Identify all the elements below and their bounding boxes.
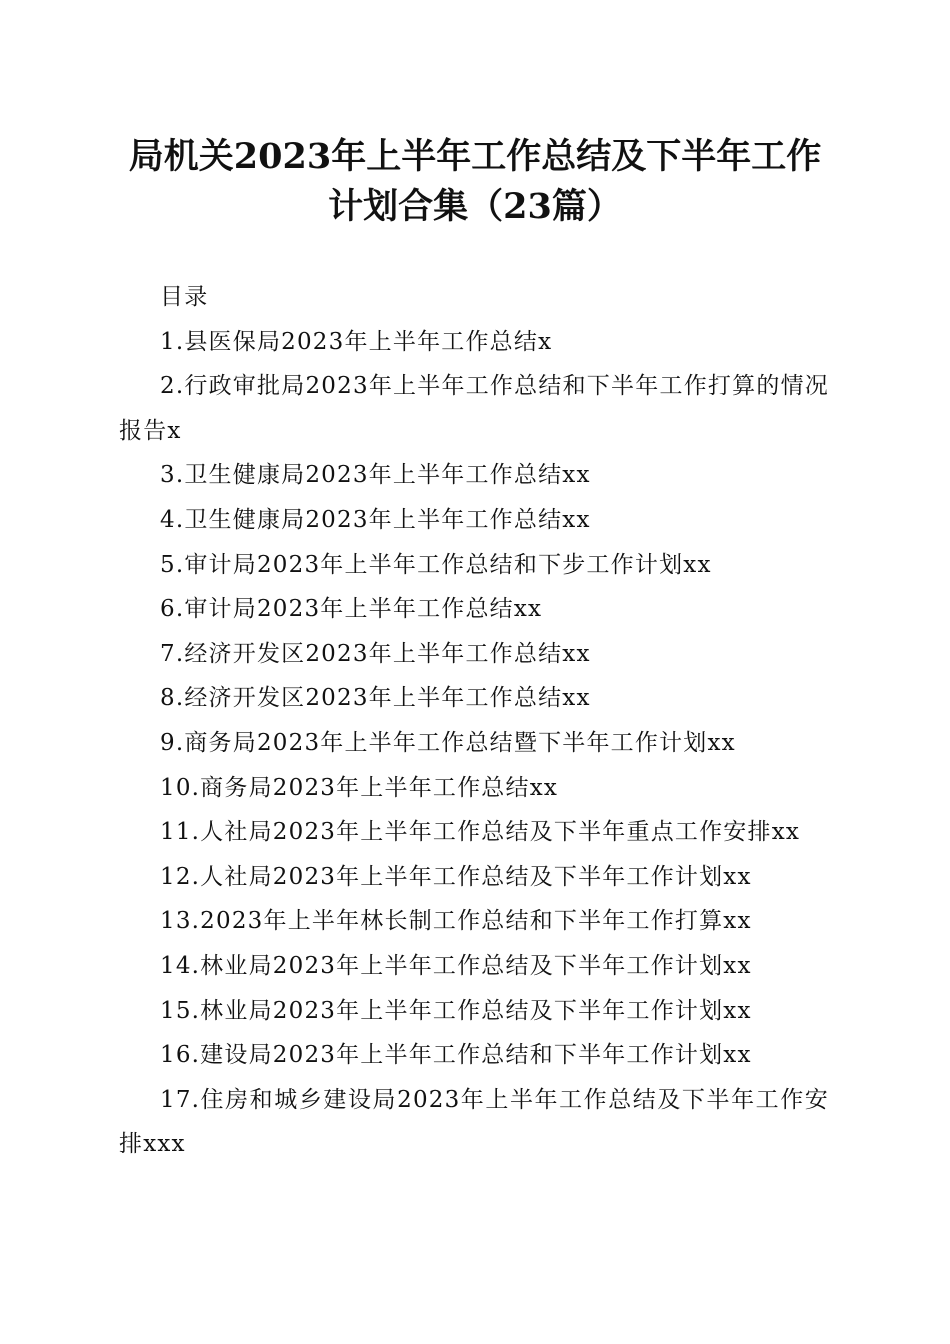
title-line-2: 计划合集（23篇） [328, 186, 622, 227]
toc-item: 10.商务局2023年上半年工作总结xx [160, 774, 559, 801]
toc-item: 5.审计局2023年上半年工作总结和下步工作计划xx [160, 551, 712, 578]
toc-item: 8.经济开发区2023年上半年工作总结xx [160, 685, 591, 712]
document-title [100, 132, 850, 232]
toc-item: 17.住房和城乡建设局2023年上半年工作总结及下半年工作安排xxx [119, 1086, 829, 1158]
title-line-1: 局机关2023年上半年工作总结及下半年工作 [128, 136, 822, 177]
table-of-contents [119, 275, 829, 1167]
toc-item: 13.2023年上半年林长制工作总结和下半年工作打算xx [160, 908, 752, 935]
toc-item: 3.卫生健康局2023年上半年工作总结xx [160, 462, 591, 489]
toc-item: 2.行政审批局2023年上半年工作总结和下半年工作打算的情况报告x [119, 373, 829, 444]
toc-item: 4.卫生健康局2023年上半年工作总结xx [160, 506, 591, 533]
toc-item: 15.林业局2023年上半年工作总结及下半年工作计划xx [160, 997, 752, 1024]
toc-item: 11.人社局2023年上半年工作总结及下半年重点工作安排xx [160, 819, 801, 846]
toc-heading: 目录 [160, 284, 209, 310]
toc-item: 9.商务局2023年上半年工作总结暨下半年工作计划xx [160, 729, 736, 756]
toc-item: 1.县医保局2023年上半年工作总结x [160, 328, 553, 355]
toc-item: 6.审计局2023年上半年工作总结xx [160, 596, 543, 623]
toc-item: 12.人社局2023年上半年工作总结及下半年工作计划xx [160, 863, 752, 890]
toc-item: 7.经济开发区2023年上半年工作总结xx [160, 640, 591, 667]
toc-item: 16.建设局2023年上半年工作总结和下半年工作计划xx [160, 1042, 752, 1069]
toc-item: 14.林业局2023年上半年工作总结及下半年工作计划xx [160, 952, 752, 979]
